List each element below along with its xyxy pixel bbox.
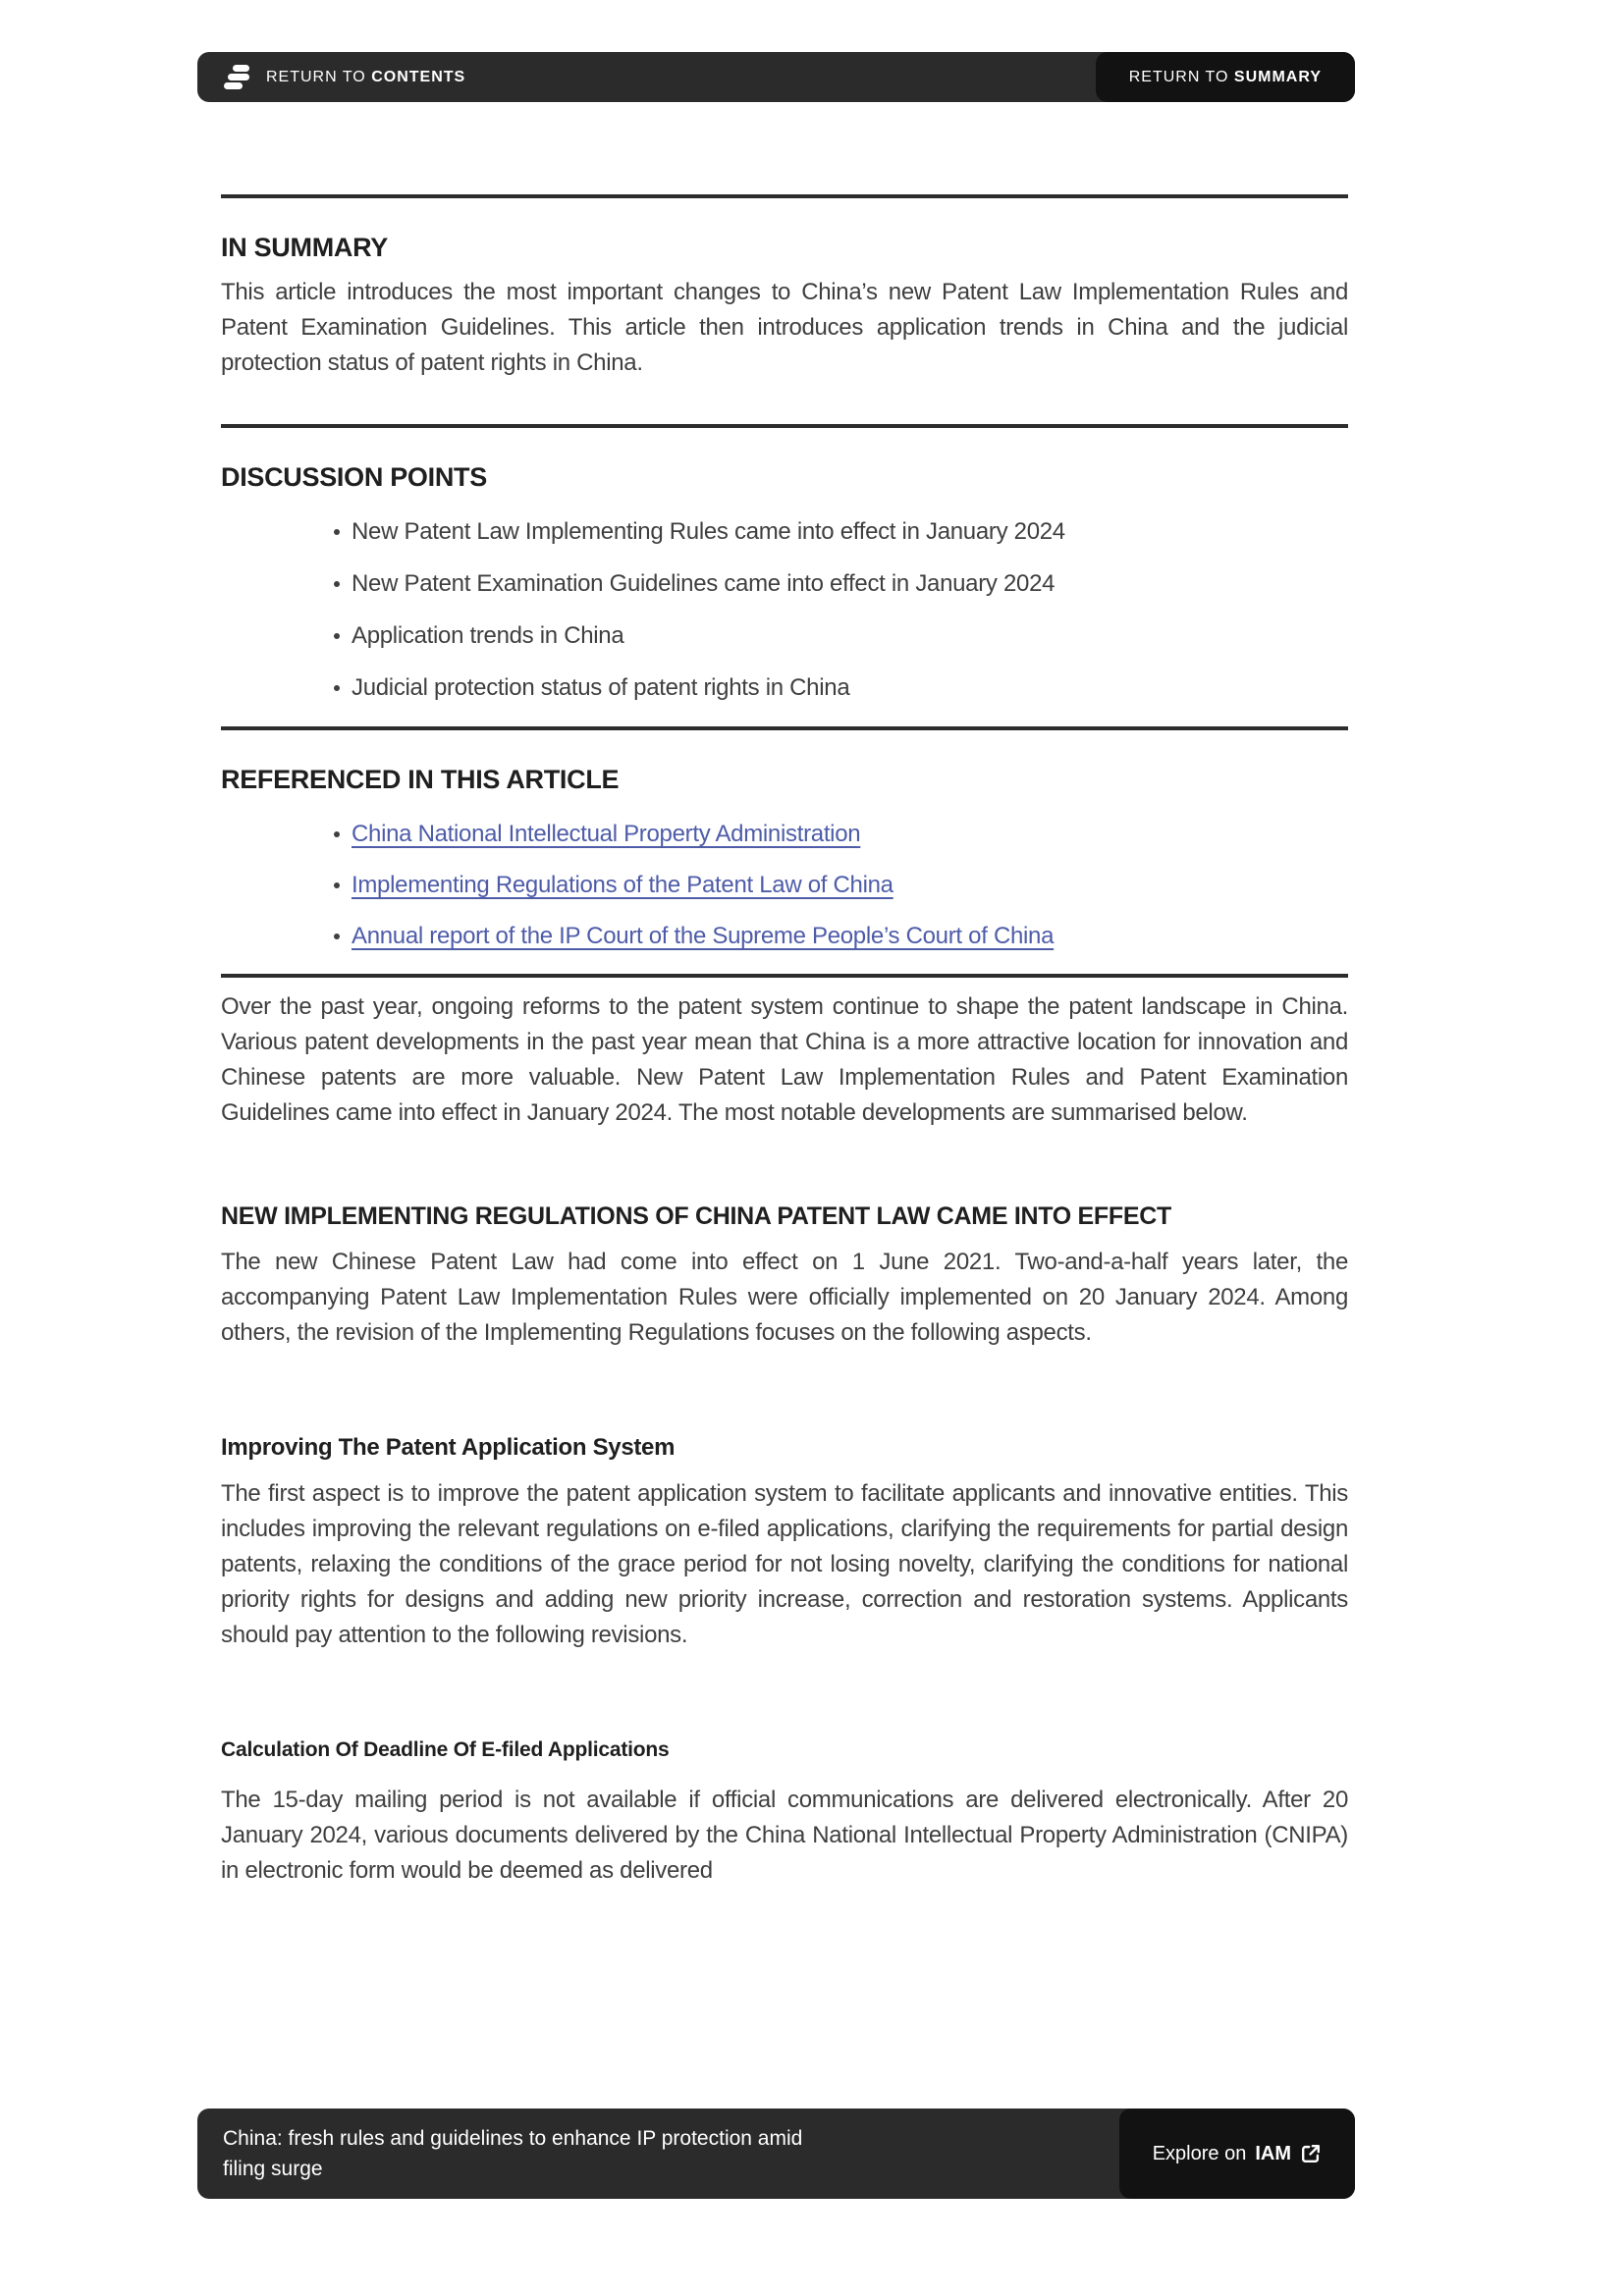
footer-article-title: China: fresh rules and guidelines to enhance IP protection amid filing surge — [223, 2127, 803, 2180]
discussion-point-item: New Patent Law Implementing Rules came into effect in January 2024 — [221, 518, 1348, 546]
subsection-heading: Improving The Patent Application System — [221, 1434, 676, 1461]
iam-brand-label: IAM — [1255, 2142, 1291, 2164]
section-divider — [221, 726, 1348, 730]
referenced-link[interactable]: Implementing Regulations of the Patent Law of China — [352, 872, 893, 898]
section-divider — [221, 424, 1348, 428]
referenced-link-item — [221, 923, 1348, 950]
subsubsection-heading: Calculation Of Deadline Of E-filed Applications — [221, 1738, 670, 1761]
discussion-point-item: Judicial protection status of patent rights in China — [221, 674, 1348, 702]
bottom-bar — [197, 2109, 1355, 2199]
explore-on-iam-button[interactable] — [1119, 2109, 1355, 2199]
in-summary-heading: IN SUMMARY — [221, 233, 388, 262]
return-to-contents-label: RETURN TO CONTENTS — [266, 68, 466, 85]
referenced-link-item — [221, 872, 1348, 899]
section-divider — [221, 974, 1348, 978]
section-heading: NEW IMPLEMENTING REGULATIONS OF CHINA PATENT LAW CAME INTO EFFECT — [221, 1202, 1171, 1230]
referenced-link[interactable]: China National Intellectual Property Administration — [352, 821, 861, 847]
discussion-points-heading: DISCUSSION POINTS — [221, 462, 487, 492]
section-divider — [221, 194, 1348, 198]
external-link-icon — [1300, 2143, 1322, 2164]
section-paragraph: The new Chinese Patent Law had come into effect on 1 June 2021. Two-and-a-half years later, the accompanying Patent Law Implementation Rules were officially implemented on 20 January 2024. Among others, the revision of the Implementing Regulations focuses on the following aspects. — [221, 1249, 1348, 1346]
subsubsection-paragraph: The 15-day mailing period is not available if official communications are delivered electronically. After 20 January 2024, various documents delivered by the China National Intellectual Property Administration (CNIPA) in electronic form would be deemed as delivered — [221, 1787, 1348, 1884]
referenced-heading: REFERENCED IN THIS ARTICLE — [221, 765, 620, 794]
return-to-summary-label: RETURN TO SUMMARY — [1128, 68, 1322, 85]
referenced-links-list — [221, 821, 1348, 950]
article-content — [221, 0, 1348, 1889]
referenced-link[interactable]: Annual report of the IP Court of the Supreme People’s Court of China — [352, 923, 1055, 949]
explore-on-label: Explore on — [1152, 2142, 1247, 2164]
discussion-point-item: Application trends in China — [221, 622, 1348, 650]
subsection-paragraph: The first aspect is to improve the patent application system to facilitate applicants and innovative entities. This includes improving the relevant regulations on e-filed applications, clarifying the requirements for partial design patents, relaxing the conditions of the grace period for not losing novelty, clarifying the conditions for national priority rights for designs and adding new priority increase, correction and restoration systems. Applicants should pay attention to the following revisions. — [221, 1480, 1348, 1648]
intro-paragraph: Over the past year, ongoing reforms to the patent system continue to shape the patent landscape in China. Various patent developments in the past year mean that China is a more attractive location for innovation and Chinese patents are more valuable. New Patent Law Implementation Rules and Patent Examination Guidelines came into effect in January 2024. The most notable developments are summarised below. — [221, 993, 1348, 1126]
discussion-points-list — [221, 518, 1348, 702]
in-summary-paragraph: This article introduces the most important changes to China’s new Patent Law Implementation Rules and Patent Examination Guidelines. This article then introduces application trends in China and the judicial protection status of patent rights in China. — [221, 279, 1348, 376]
referenced-link-item — [221, 821, 1348, 848]
discussion-point-item: New Patent Examination Guidelines came into effect in January 2024 — [221, 570, 1348, 598]
